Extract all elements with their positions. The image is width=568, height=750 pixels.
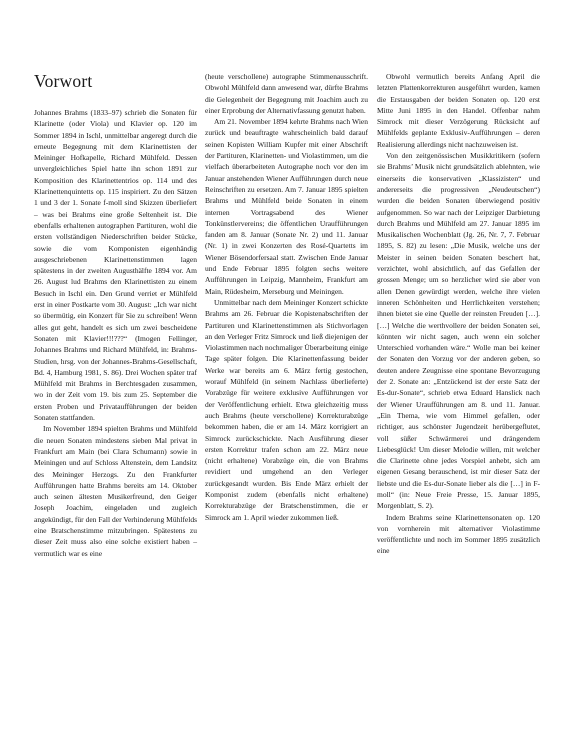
paragraph: (heute verschollene) autographe Stimmenausschrift. Obwohl Mühlfeld dann anwesend war, dürfte Brahms die Gelegenheit der Begegnung mit Joachim auch zu einer Erprobung der Alternativfassung genutzt haben. (205, 72, 368, 115)
paragraph: Indem Brahms seine Klarinettensonaten op. 120 von vornherein mit alternativer Violastimme veröffentlichte und noch im Sommer 1895 zusätzlich eine (377, 512, 540, 556)
page-heading: Vorwort (34, 71, 93, 91)
paragraph: Am 21. November 1894 kehrte Brahms nach Wien zurück und beauftragte wahrscheinlich bald darauf seinen Kopisten William Kupfer mit einer Abschrift der Partituren, Klarinetten- und Violastimmen, um die vielfach überarbeiteten Autographe noch vor den im Januar anstehenden Wiener Aufführungen durch neue Reinschriften zu ersetzen. Am 7. Januar 1895 spielten Brahms und Mühlfeld beide Sonaten in einem internen Vortragsabend des Wiener Tonkünstlervereins; die öffentlichen Uraufführungen fanden am 8. Januar (Sonate Nr. 2) und 11. Januar (Nr. 1) in zwei Konzerten des Rosé-Quartetts im Wiener Bösendorfersaal statt. Zwischen Ende Januar und Ende Februar 1895 folgten sechs weitere Aufführungen in Leipzig, Mannheim, Frankfurt am Main, Rüdesheim, Merseburg und Meiningen. (205, 117, 368, 296)
text-column-3 (377, 71, 540, 557)
text-column-1 (34, 107, 197, 559)
text-column-2 (205, 71, 368, 523)
paragraph: Von den zeitgenössischen Musikkritikern (sofern sie Brahms’ Musik nicht grundsätzlich ablehnten, wie einerseits die konservativen „Klassizisten“ und andererseits die progressiven „Neudeutschen“) wurden die beiden Sonaten überwiegend positiv aufgenommen. So war nach der Leipziger Darbietung durch Brahms und Mühlfeld am 27. Januar 1895 im Musikalischen Wochenblatt (Jg. 26, Nr. 7, 7. Februar 1895, S. 82) zu lesen: „Die Musik, welche uns der Meister in seinen beiden Sonaten beschert hat, verzichtet, wohl absichtlich, auf das Gefallen der grossen Menge; um so herzlicher wird sie aber von allen Denen gewürdigt werden, welche ihre vielen inneren Schönheiten und Herrlichkeiten verstehen; ihnen bietet sie eine Quelle der reinsten Freuden […]. […] Welche die werthvollere der beiden Sonaten sei, könnten wir nicht sagen, auch wenn ein solcher Unterschied vorhanden wäre.“ Wolle man bei keiner der Sonaten den Vorzug vor der anderen geben, so deuten andere Zeugnisse eine spontane Bevorzugung der 2. Sonate an: „Entzückend ist der erste Satz der Es-dur-Sonate“, schrieb etwa Eduard Hanslick nach der Wiener Uraufführungen am 8. und 11. Januar. „Ein Thema, wie vom Himmel gefallen, oder richtiger, aus schönster Jugendzeit herübergeflutet, voll süßer Schwärmerei und drängendem Liebesglück! Um dieser Melodie willen, mit welcher die Clarinette ohne jedes Vorspiel anhebt, sich am eigenen Gesang berauschend, ist mir dieser Satz der liebste und die Es-dur-Sonate lieber als die […] in F-moll“ (in: Neue Freie Presse, 15. Januar 1895, Morgenblatt, S. 2). (377, 151, 540, 511)
paragraph: Obwohl vermutlich bereits Anfang April die letzten Plattenkorrekturen ausgeführt wurden, kamen die Erstausgaben der beiden Sonaten op. 120 erst Mitte Juni 1895 in den Handel. Offenbar nahm Simrock mit dieser Verzögerung Rücksicht auf Mühlfelds geplante Exklusiv-Aufführungen – deren Realisierung allerdings nicht nachzuweisen ist. (377, 72, 540, 149)
paragraph: Im November 1894 spielten Brahms und Mühlfeld die neuen Sonaten mindestens sieben Mal privat in Frankfurt am Main (bei Clara Schumann) sowie in Meiningen und auf Schloss Altenstein, dem Landsitz des Meininger Herzogs. Zu den Frankfurter Aufführungen hatte Brahms bereits am 14. Oktober auch seinen ältesten Musikerfreund, den Geiger Joseph Joachim, eingeladen und zugleich angekündigt, für den Fall der Verhinderung Mühlfelds eine Bratschenstimme mitzubringen. Spätestens zu dieser Zeit muss also eine solche existiert haben – vermutlich war es eine (34, 424, 197, 558)
paragraph: Unmittelbar nach dem Meininger Konzert schickte Brahms am 26. Februar die Kopistenabschriften der Partituren und Klarinettenstimmen als Stichvorlagen an den Verleger Fritz Simrock und ließ diejenigen der Violastimmen nach nochmaliger Überarbeitung einige Tage später folgen. Die Klarinettenfassung beider Werke war bereits am 6. März fertig gestochen, worauf Mühlfeld (in seinem Nachlass überlieferte) Vorabzüge für weitere exklusive Aufführungen vor der Veröffentlichung erhielt. Etwa gleichzeitig muss auch Brahms (heute verschollene) Korrekturabzüge bekommen haben, die er am 14. März korrigiert an Simrock zurückschickte. Nach Ausführung dieser ersten Korrektur trafen schon am 22. März neue (nicht erhaltene) Vorabzüge ein, die von Brahms revidiert und umgehend an den Verleger zurückgesandt wurden. Bis Ende März erhielt der Komponist zudem (ebenfalls nicht erhaltene) Korrekturabzüge der Bratschenstimmen, die er Simrock am 1. April wieder zukommen ließ. (205, 297, 368, 522)
paragraph: Johannes Brahms (1833–97) schrieb die Sonaten für Klarinette (oder Viola) und Klavier op. 120 im Sommer 1894 in Ischl, unmittelbar angeregt durch die erneute Begegnung mit dem Klarinettisten der Meininger Hofkapelle, Richard Mühlfeld. Dessen unvergleichliches Spiel hatte ihn schon 1891 zur Komposition des Klarinettentrios op. 114 und des Klarinettenquintetts op. 115 inspiriert. Zu den Sätzen 1 und 3 der 1. Sonate f-moll sind Skizzen überliefert – was bei Brahms eine große Seltenheit ist. Die ebenfalls erhaltenen autographen Partituren, wohl die ersten vollständigen Niederschriften beider Stücke, sowie die vom Komponisten eigenhändig ausgeschriebenen Klarinettenstimmen lagen spätestens in der zweiten Augusthälfte 1894 vor. Am 26. August lud Brahms den Klarinettisten zu einem Besuch in Ischl ein. Den Grund verriet er Mühlfeld erst in einer Postkarte vom 30. August: „Ich war nicht so übermütig, ein Konzert für Sie zu schreiben! Wenn alles gut geht, handelt es sich um zwei bescheidene Sonaten mit Klavier!!!???“ (Imogen Fellinger, Johannes Brahms und Richard Mühlfeld, in: Brahms-Studien, hrsg. von der Johannes-Brahms-Gesellschaft, Bd. 4, Hamburg 1981, S. 86). Drei Wochen später traf Mühlfeld mit Brahms in Berchtesgaden zusammen, wo in der Zeit vom 19. bis zum 25. September die ersten Proben und Privataufführungen der beiden Sonaten stattfanden. (34, 108, 197, 423)
